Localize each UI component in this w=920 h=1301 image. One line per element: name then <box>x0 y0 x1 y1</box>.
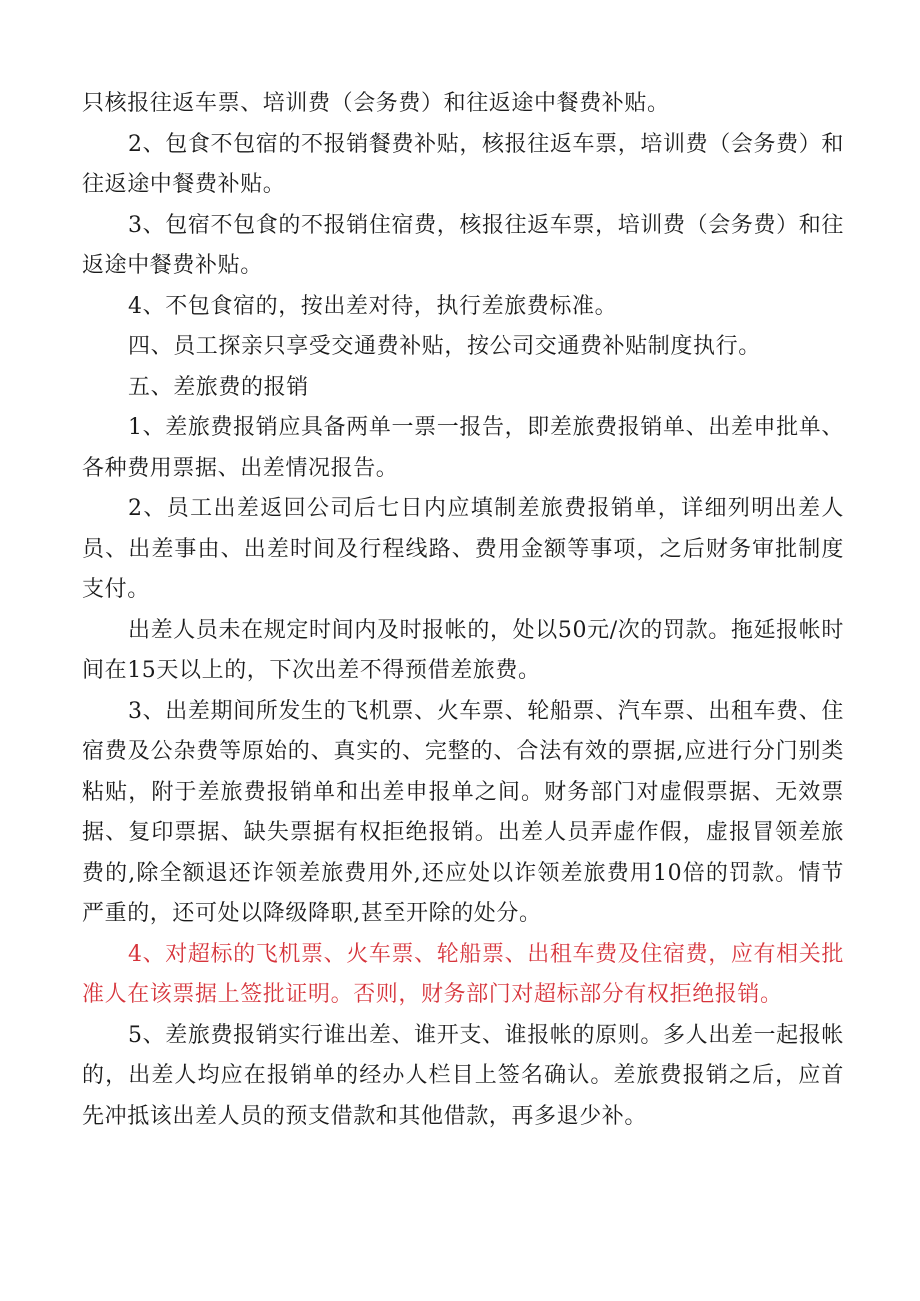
paragraph-late-penalty: 出差人员未在规定时间内及时报帐的，处以50元/次的罚款。拖延报帐时间在15天以上的，下次出差不得预借差旅费。 <box>82 617 844 683</box>
paragraph-reimbursement-item-1: 1、差旅费报销应具备两单一票一报告，即差旅费报销单、出差申批单、各种费用票据、出差情况报告。 <box>82 415 844 481</box>
paragraph-item-2-board-only: 2、包食不包宿的不报销餐费补贴，核报往返车票，培训费（会务费）和往返途中餐费补贴。 <box>82 131 844 197</box>
paragraph-continuation: 只核报往返车票、培训费（会务费）和往返途中餐费补贴。 <box>82 91 670 116</box>
section-heading-reimbursement: 五、差旅费的报销 <box>128 374 309 400</box>
paragraph-reimbursement-item-2: 2、员工出差返回公司后七日内应填制差旅费报销单，详细列明出差人员、出差事由、出差时间及行程线路、费用金额等事项，之后财务审批制度支付。 <box>82 496 844 602</box>
paragraph-reimbursement-item-4-highlighted: 4、对超标的飞机票、火车票、轮船票、出租车费及住宿费，应有相关批准人在该票据上签批证明。否则，财务部门对超标部分有权拒绝报销。 <box>82 941 844 1007</box>
document-page <box>82 84 844 1137</box>
paragraph-reimbursement-item-5: 5、差旅费报销实行谁出差、谁开支、谁报帐的原则。多人出差一起报帐的，出差人均应在报销单的经办人栏目上签名确认。差旅费报销之后，应首先冲抵该出差人员的预支借款和其他借款，再多退少补。 <box>82 1022 844 1129</box>
paragraph-reimbursement-item-3: 3、出差期间所发生的飞机票、火车票、轮船票、汽车票、出租车费、住宿费及公杂费等原始的、真实的、完整的、合法有效的票据,应进行分门别类粘贴，附于差旅费报销单和出差申报单之间。财务部门对虚假票据、无效票据、复印票据、缺失票据有权拒绝报销。出差人员弄虚作假，虚报冒领差旅费的,除全额退还诈领差旅费用外,还应处以诈领差旅费用10倍的罚款。情节严重的，还可处以降级降职,甚至开除的处分。 <box>82 698 844 926</box>
paragraph-item-4-no-board-lodging: 4、不包食宿的，按出差对待，执行差旅费标准。 <box>128 293 618 319</box>
paragraph-item-3-lodging-only: 3、包宿不包食的不报销住宿费，核报往返车票，培训费（会务费）和往返途中餐费补贴。 <box>82 212 844 278</box>
section-heading-family-visit: 四、员工探亲只享受交通费补贴，按公司交通费补贴制度执行。 <box>128 334 761 359</box>
